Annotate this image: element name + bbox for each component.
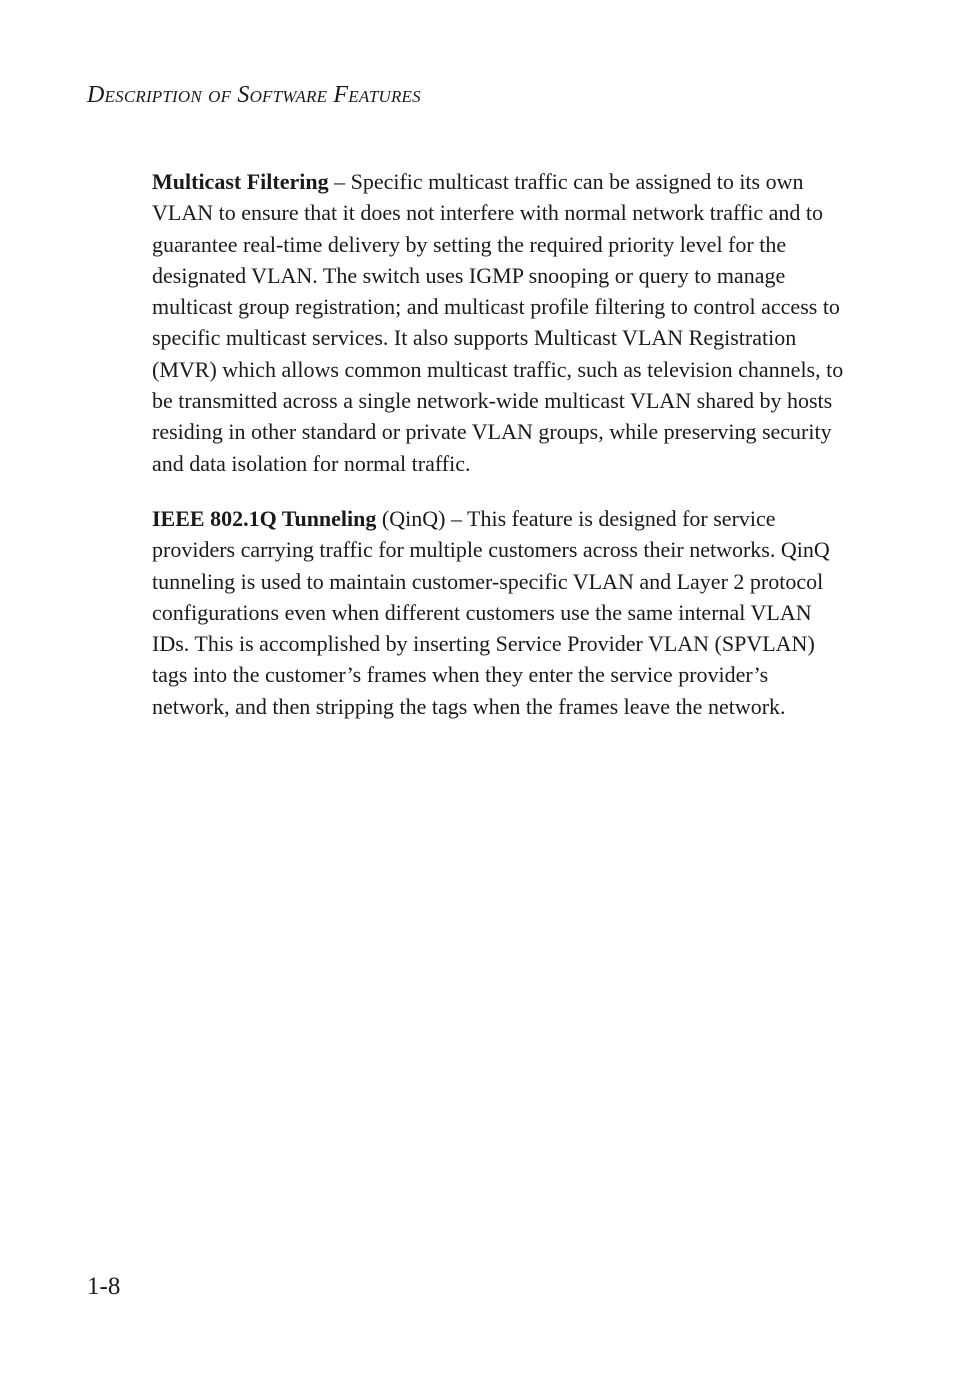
running-header: Description of Software Features: [87, 82, 421, 108]
paragraph-term: IEEE 802.1Q Tunneling: [152, 505, 377, 531]
page-number: 1-8: [87, 1273, 121, 1300]
paragraph-multicast-filtering: [152, 166, 844, 479]
paragraph-body: – Specific multicast traffic can be assigned to its own VLAN to ensure that it does not interfere with normal network traffic and to guarantee real-time delivery by setting the required priority level for the designated VLAN. The switch uses IGMP snooping or query to manage multicast group registration; and multicast profile filtering to control access to specific multicast services. It also supports Multicast VLAN Registration (MVR) which allows common multicast traffic, such as television channels, to be transmitted across a single network-wide multicast VLAN shared by hosts residing in other standard or private VLAN groups, while preserving security and data isolation for normal traffic.: [152, 169, 844, 476]
paragraph-term: Multicast Filtering: [152, 169, 329, 194]
body-text: [152, 166, 844, 746]
paragraph-qinq-tunneling: [152, 503, 844, 722]
paragraph-body: – This feature is designed for service providers carrying traffic for multiple customers across their networks. QinQ tunneling is used to maintain customer-specific VLAN and Layer 2 protocol configurations even when different customers use the same internal VLAN IDs. This is accomplished by inserting Service Provider VLAN (SPVLAN) tags into the customer’s frames when they enter the service provider’s network, and then stripping the tags when the frames leave the network.: [152, 505, 830, 719]
paragraph-qualifier: (QinQ): [376, 505, 446, 531]
